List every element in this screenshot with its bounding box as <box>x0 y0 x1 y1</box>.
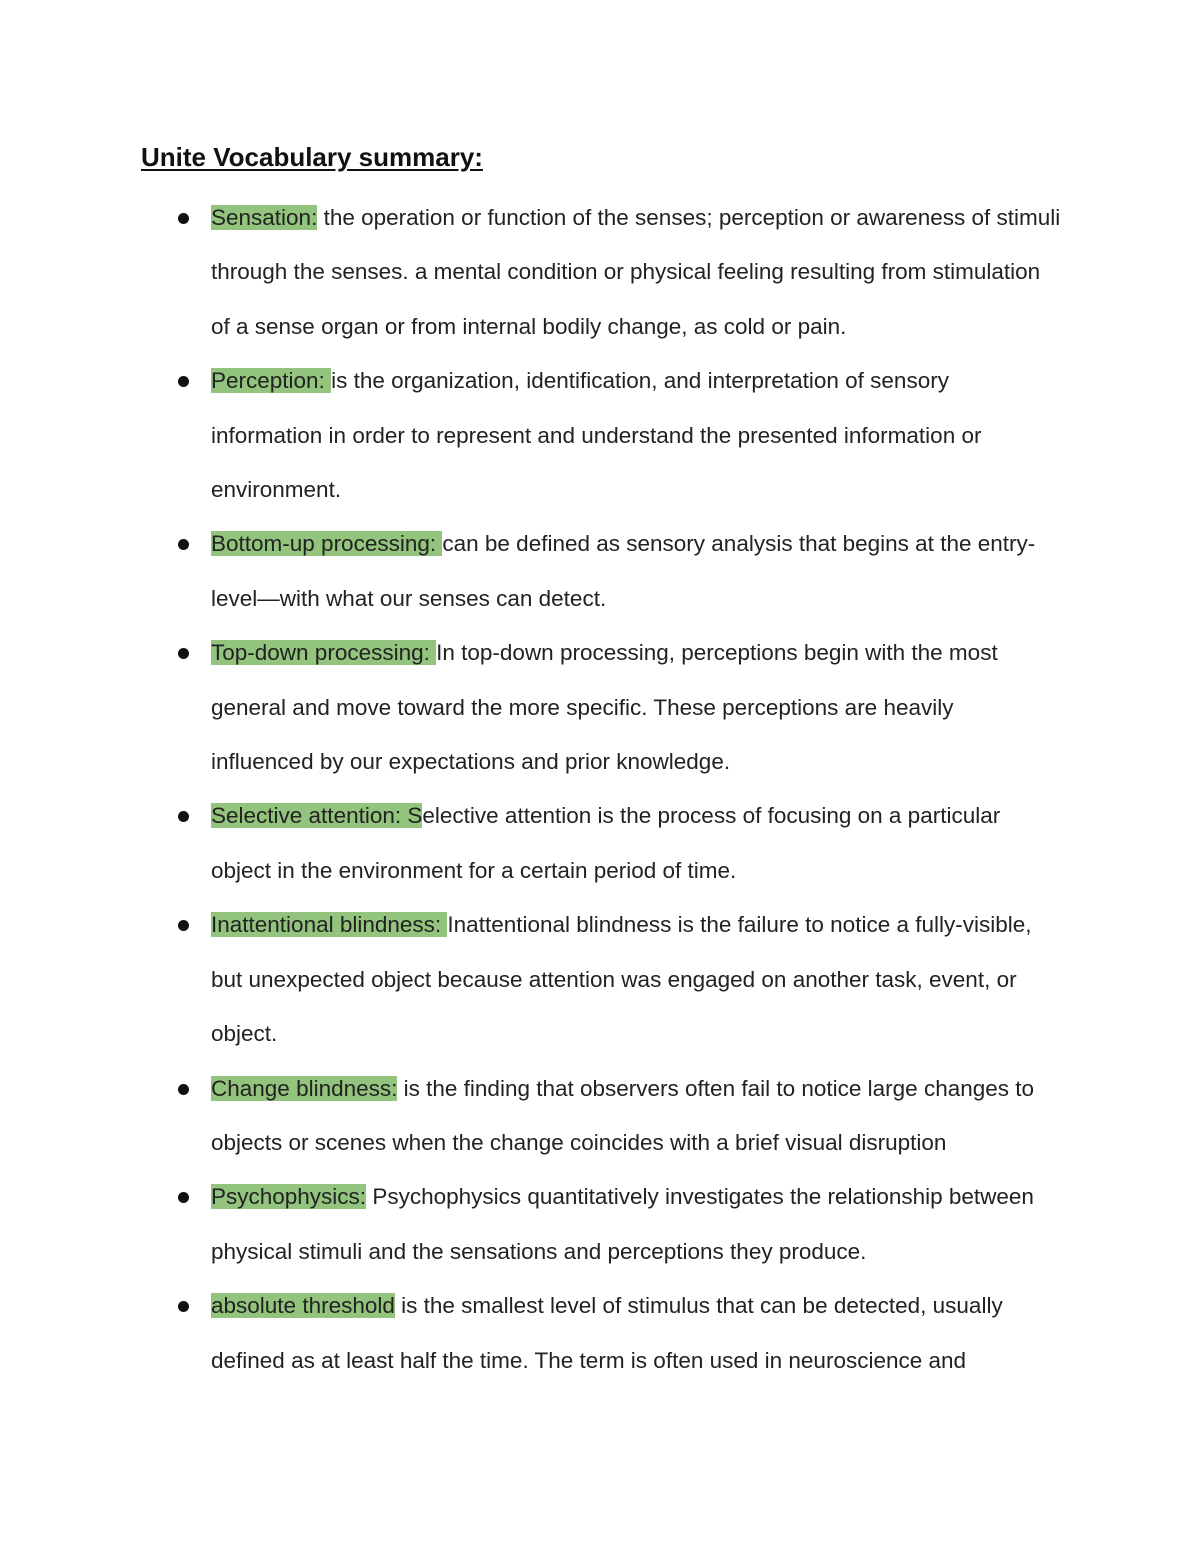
vocab-definition: is the smallest level of stimulus that can be detected, usually defined as at least half the time. The term is often used in neuroscience and <box>211 1293 1003 1373</box>
list-item <box>211 354 1061 517</box>
list-item <box>211 517 1061 626</box>
bullet-icon <box>178 920 189 931</box>
vocab-term: Sensation: <box>211 205 318 230</box>
bullet-icon <box>178 811 189 822</box>
bullet-icon <box>178 648 189 659</box>
vocab-definition: In top-down processing, perceptions begin with the most general and move toward the more specific. These perceptions are heavily influenced by our expectations and prior knowledge. <box>211 640 998 775</box>
bullet-icon <box>178 1084 189 1095</box>
list-item <box>211 626 1061 789</box>
bullet-icon <box>178 539 189 550</box>
vocab-definition: elective attention is the process of focusing on a particular object in the environment for a certain period of time. <box>211 803 1001 883</box>
vocab-term: Inattentional blindness: <box>211 912 448 938</box>
vocab-term: Top-down processing: <box>211 640 437 666</box>
list-item <box>211 898 1061 1061</box>
vocab-definition: Psychophysics quantitatively investigates the relationship between physical stimuli and the sensations and perceptions they produce. <box>211 1184 1034 1264</box>
bullet-icon <box>178 1301 189 1312</box>
vocab-definition: is the organization, identification, and interpretation of sensory information in order to represent and understand the presented information or environment. <box>211 368 982 503</box>
vocab-term: Bottom-up processing: <box>211 531 443 557</box>
bullet-icon <box>178 213 189 224</box>
vocab-definition: Inattentional blindness is the failure to notice a fully-visible, but unexpected object because attention was engaged on another task, event, or object. <box>211 912 1032 1047</box>
vocab-definition: is the finding that observers often fail to notice large changes to objects or scenes when the change coincides with a brief visual disruption <box>211 1075 1035 1155</box>
vocab-term: Psychophysics: <box>211 1184 367 1210</box>
list-item <box>211 191 1061 354</box>
vocab-term: Perception: <box>211 368 332 394</box>
vocab-definition: the operation or function of the senses; perception or awareness of stimuli through the senses. a mental condition or physical feeling resulting from stimulation of a sense organ or from internal bodily change, as cold or pain. <box>211 205 1061 339</box>
vocabulary-list <box>211 191 1061 1388</box>
list-item <box>211 1170 1061 1279</box>
vocab-term: absolute threshold <box>211 1293 395 1319</box>
list-item <box>211 789 1061 898</box>
vocab-term: Selective attention: S <box>211 803 423 829</box>
list-item <box>211 1062 1061 1171</box>
bullet-icon <box>178 376 189 387</box>
page-title: Unite Vocabulary summary: <box>141 142 483 172</box>
bullet-icon <box>178 1192 189 1203</box>
vocab-term: Change blindness: <box>211 1075 398 1101</box>
vocab-definition: can be defined as sensory analysis that begins at the entry-level—with what our senses can detect. <box>211 531 1036 611</box>
list-item <box>211 1279 1061 1388</box>
